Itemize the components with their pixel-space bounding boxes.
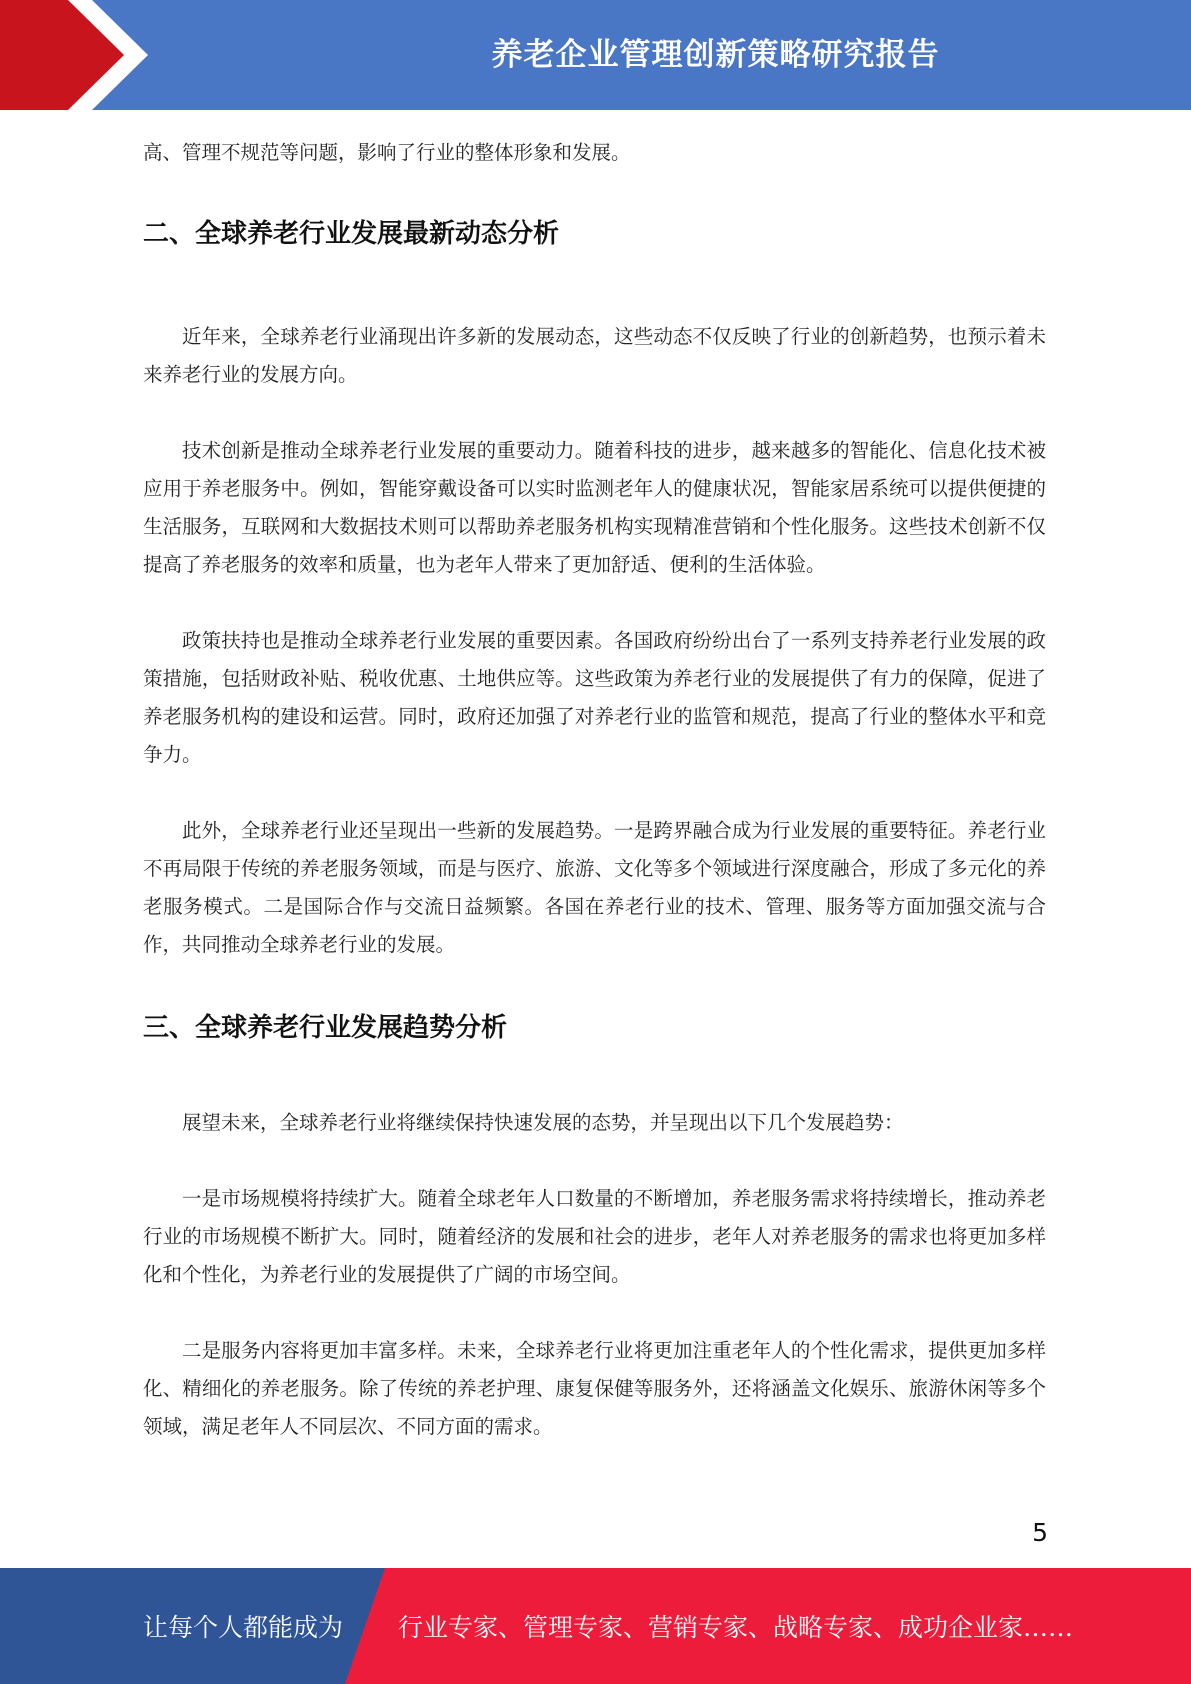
footer-banner — [0, 1568, 1191, 1684]
paragraph: 技术创新是推动全球养老行业发展的重要动力。随着科技的进步，越来越多的智能化、信息化技术被应用于养老服务中。例如，智能穿戴设备可以实时监测老年人的健康状况，智能家居系统可以提供便捷的生活服务，互联网和大数据技术则可以帮助养老服务机构实现精准营销和个性化服务。这些技术创新不仅提高了养老服务的效率和质量，也为老年人带来了更加舒适、便利的生活体验。 — [143, 439, 1046, 576]
section-heading-2: 二、全球养老行业发展最新动态分析 — [143, 219, 560, 249]
paragraph: 此外，全球养老行业还呈现出一些新的发展趋势。一是跨界融合成为行业发展的重要特征。养老行业不再局限于传统的养老服务领域，而是与医疗、旅游、文化等多个领域进行深度融合，形成了多元化的养老服务模式。二是国际合作与交流日益频繁。各国在养老行业的技术、管理、服务等方面加强交流与合作，共同推动全球养老行业的发展。 — [143, 819, 1046, 956]
intro-continuation: 高、管理不规范等问题，影响了行业的整体形象和发展。 — [143, 141, 631, 164]
section-heading-3: 三、全球养老行业发展趋势分析 — [143, 1013, 508, 1043]
page-body — [143, 134, 1046, 1446]
page-number: 5 — [1032, 1518, 1048, 1547]
paragraph: 二是服务内容将更加丰富多样。未来，全球养老行业将更加注重老年人的个性化需求，提供更加多样化、精细化的养老服务。除了传统的养老护理、康复保健等服务外，还将涵盖文化娱乐、旅游休闲等多个领域，满足老年人不同层次、不同方面的需求。 — [143, 1339, 1046, 1438]
footer-slogan-right: 行业专家、管理专家、营销专家、战略专家、成功企业家…… — [398, 1613, 1074, 1642]
paragraph: 一是市场规模将持续扩大。随着全球老年人口数量的不断增加，养老服务需求将持续增长，推动养老行业的市场规模不断扩大。同时，随着经济的发展和社会的进步，老年人对养老服务的需求也将更加多样化和个性化，为养老行业的发展提供了广阔的市场空间。 — [143, 1187, 1046, 1286]
paragraph: 近年来，全球养老行业涌现出许多新的发展动态，这些动态不仅反映了行业的创新趋势，也预示着未来养老行业的发展方向。 — [143, 325, 1046, 386]
header-banner — [0, 0, 1191, 110]
paragraph: 政策扶持也是推动全球养老行业发展的重要因素。各国政府纷纷出台了一系列支持养老行业发展的政策措施，包括财政补贴、税收优惠、土地供应等。这些政策为养老行业的发展提供了有力的保障，促进了养老服务机构的建设和运营。同时，政府还加强了对养老行业的监管和规范，提高了行业的整体水平和竞争力。 — [143, 629, 1046, 766]
report-title: 养老企业管理创新策略研究报告 — [491, 36, 940, 73]
paragraph: 展望未来，全球养老行业将继续保持快速发展的态势，并呈现出以下几个发展趋势： — [182, 1111, 904, 1134]
footer-slogan-left: 让每个人都能成为 — [143, 1613, 344, 1642]
